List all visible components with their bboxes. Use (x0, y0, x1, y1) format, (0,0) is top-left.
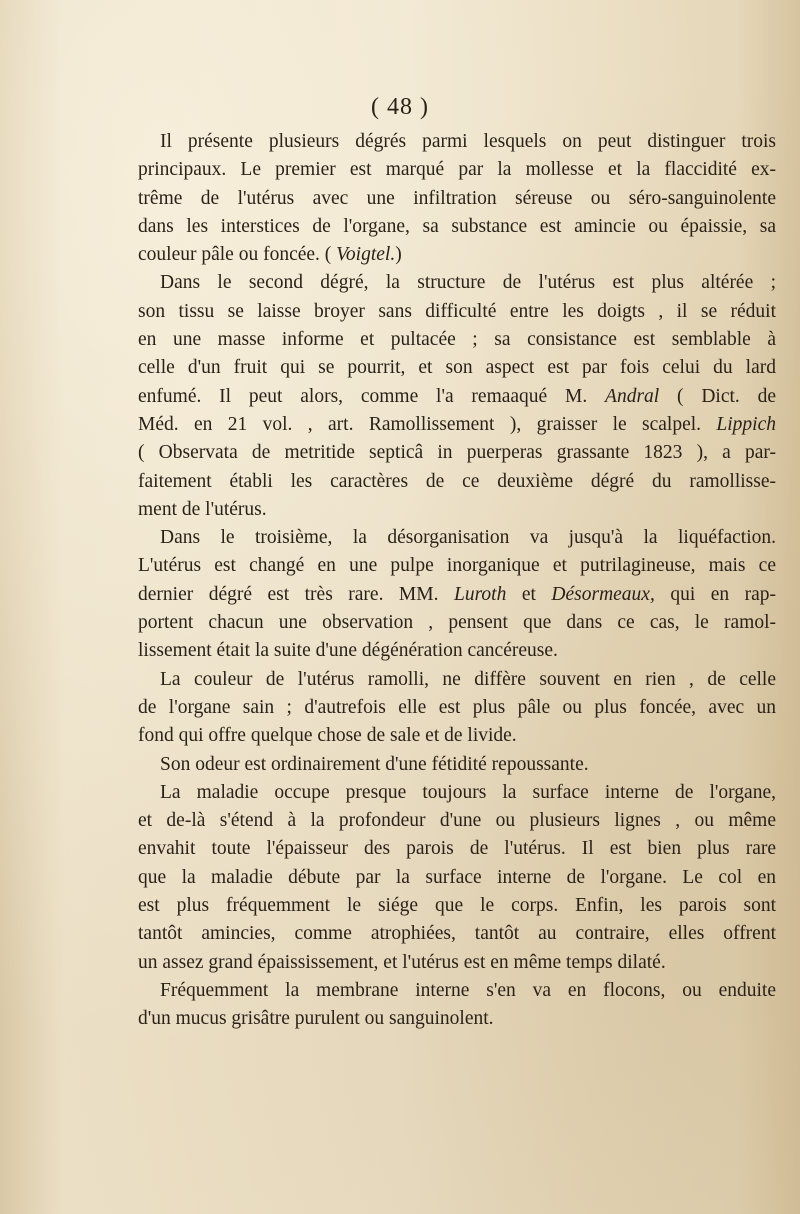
text-run: faitement établi les caractères de ce deuxième dégré du ramollisse- (138, 470, 776, 492)
page-text (138, 128, 776, 1034)
text-line (138, 637, 776, 665)
text-line (138, 411, 776, 439)
text-line (138, 552, 776, 580)
text-run: en une masse informe et pultacée ; sa consistance est semblable à (138, 329, 776, 351)
text-run: portent chacun une observation , pensent que dans ce cas, le ramol- (138, 612, 776, 634)
text-run: Son odeur est ordinairement d'une fétidité repoussante. (160, 753, 589, 775)
text-line (138, 666, 776, 694)
text-line (138, 751, 776, 779)
paragraph (138, 977, 776, 1034)
text-line (138, 694, 776, 722)
paragraph (138, 666, 776, 751)
text-run: principaux. Le premier est marqué par la mollesse et la flaccidité ex- (138, 159, 776, 181)
italic-name: Andral (605, 385, 660, 407)
text-line (138, 383, 776, 411)
text-run: que la maladie débute par la surface interne de l'organe. Le col en (138, 866, 776, 888)
text-run: couleur pâle ou foncée. ( (138, 244, 337, 266)
italic-name: Voigtel. (336, 244, 396, 266)
text-run: lissement était la suite d'une dégénération cancéreuse. (138, 640, 558, 662)
text-run: L'utérus est changé en une pulpe inorganique et putrilagineuse, mais ce (138, 555, 776, 577)
text-run: Fréquemment la membrane interne s'en va en flocons, ou enduite (160, 979, 776, 1001)
text-run: Dans le troisième, la désorganisation va jusqu'à la liquéfaction. (160, 527, 776, 549)
text-line (138, 609, 776, 637)
text-line (138, 892, 776, 920)
text-line (138, 241, 776, 269)
paragraph (138, 269, 776, 524)
paragraph (138, 128, 776, 269)
text-run: trême de l'utérus avec une infiltration séreuse ou séro-sanguinolente (138, 187, 776, 209)
text-run: Dans le second dégré, la structure de l'utérus est plus altérée ; (160, 272, 776, 294)
text-run: un assez grand épaississement, et l'utérus est en même temps dilaté. (138, 951, 666, 973)
text-line (138, 807, 776, 835)
text-run: celle d'un fruit qui se pourrit, et son aspect est par fois celui du lard (138, 357, 776, 379)
text-run: ( Dict. de (659, 385, 776, 407)
text-run: est plus fréquemment le siége que le corps. Enfin, les parois sont (138, 895, 776, 917)
text-line (138, 835, 776, 863)
text-run: qui en rap- (654, 583, 777, 605)
text-run: ( Observata de metritide septicâ in puerperas grassante 1823 ), a par- (138, 442, 776, 464)
text-line (138, 326, 776, 354)
paragraph (138, 779, 776, 977)
text-line (138, 298, 776, 326)
text-line (138, 185, 776, 213)
text-line (138, 156, 776, 184)
paragraph (138, 751, 776, 779)
text-run: Méd. en 21 vol. , art. Ramollissement ), graisser le scalpel. (138, 413, 717, 435)
text-line (138, 354, 776, 382)
text-line (138, 269, 776, 297)
text-run: ment de l'utérus. (138, 498, 267, 520)
text-run: et de-là s'étend à la profondeur d'une ou plusieurs lignes , ou même (138, 810, 776, 832)
text-run: envahit toute l'épaisseur des parois de l'utérus. Il est bien plus rare (138, 838, 776, 860)
text-run: tantôt amincies, comme atrophiées, tantôt au contraire, elles offrent (138, 923, 776, 945)
text-line (138, 496, 776, 524)
text-run: La maladie occupe presque toujours la surface interne de l'organe, (160, 781, 776, 803)
text-line (138, 949, 776, 977)
text-run: fond qui offre quelque chose de sale et de livide. (138, 725, 517, 747)
text-line (138, 439, 776, 467)
text-line (138, 722, 776, 750)
text-line (138, 581, 776, 609)
text-run: de l'organe sain ; d'autrefois elle est plus pâle ou plus foncée, avec un (138, 696, 776, 718)
text-line (138, 920, 776, 948)
text-run: d'un mucus grisâtre purulent ou sanguinolent. (138, 1008, 494, 1030)
text-line (138, 213, 776, 241)
paragraph (138, 524, 776, 665)
text-run: La couleur de l'utérus ramolli, ne diffère souvent en rien , de celle (160, 668, 776, 690)
text-line (138, 864, 776, 892)
text-run: et (506, 583, 552, 605)
text-line (138, 779, 776, 807)
text-line (138, 524, 776, 552)
text-run: Il présente plusieurs dégrés parmi lesquels on peut distinguer trois (160, 131, 776, 152)
text-run: enfumé. Il peut alors, comme l'a remaaqué M. (138, 385, 606, 407)
text-run: dans les interstices de l'organe, sa substance est amincie ou épaissie, sa (138, 215, 776, 237)
italic-name: Lippich (716, 413, 776, 435)
text-line (138, 1005, 776, 1033)
text-line (138, 468, 776, 496)
italic-name: Luroth (453, 583, 507, 605)
italic-name: Désormeaux, (551, 583, 655, 605)
text-run: ) (395, 244, 402, 266)
text-run: dernier dégré est très rare. MM. (138, 583, 454, 605)
text-line (138, 977, 776, 1005)
page-number: ( 48 ) (371, 94, 429, 120)
text-run: son tissu se laisse broyer sans difficulté entre les doigts , il se réduit (138, 300, 776, 322)
text-line (138, 128, 776, 156)
